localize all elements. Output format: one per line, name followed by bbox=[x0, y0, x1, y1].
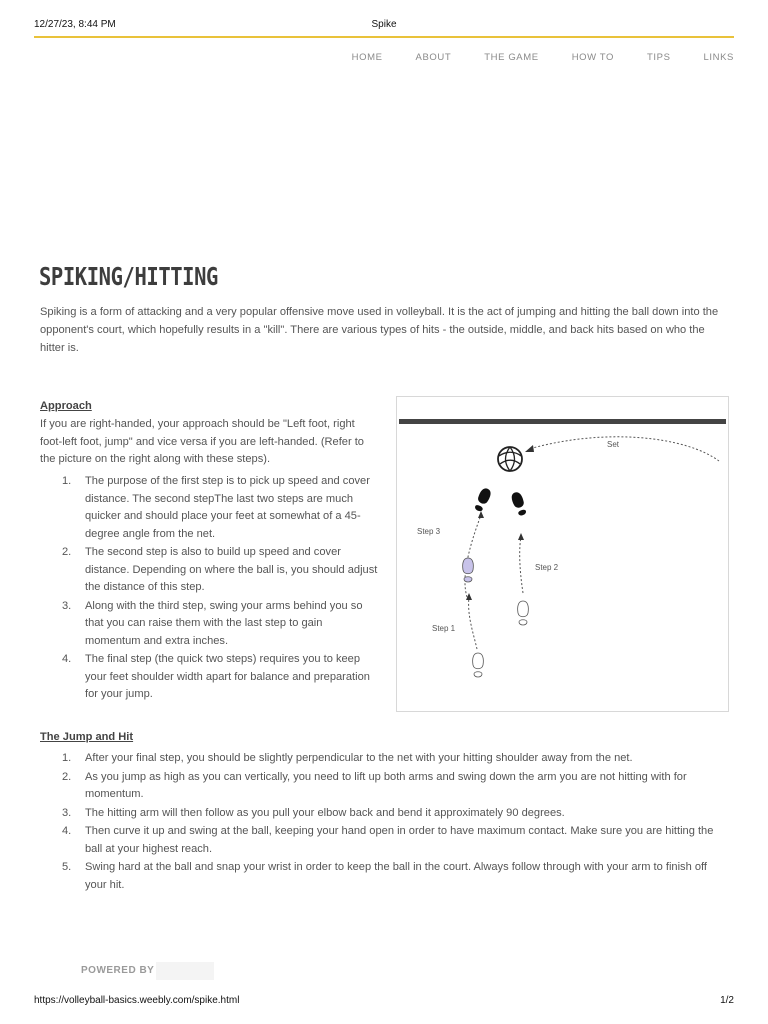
set-arrowhead bbox=[525, 445, 534, 452]
jump-step-text: As you jump as high as you can vertically, you need to lift up both arms and swing down the arm you are not hitting with for momentum. bbox=[85, 770, 687, 800]
jump-step: 3. The hitting arm will then follow as you pull your elbow back and bend it approximately 90 degrees. bbox=[62, 806, 565, 819]
header-accent-bar bbox=[34, 36, 734, 38]
approach-step-text: The second step is also to build up speed and cover distance. Depending on where the ball is, you should adjust the distance of this step. bbox=[85, 546, 378, 593]
jump-hit-steps bbox=[40, 750, 730, 895]
nav-home[interactable]: HOME bbox=[351, 52, 383, 63]
main-nav bbox=[319, 52, 734, 63]
step3-label: Step 3 bbox=[417, 527, 441, 536]
step3-arrowhead bbox=[478, 511, 484, 518]
step1-foot-icon bbox=[473, 653, 484, 677]
jump-step: 4. Then curve it up and swing at the ball, keeping your hand open in order to have maximum contact. Make sure you are hitting the ball at your highest reach. bbox=[62, 825, 714, 855]
nav-how-to[interactable]: HOW TO bbox=[571, 52, 615, 63]
approach-text: If you are right-handed, your approach should be "Left foot, right foot-left foot, jump" and vice versa if you are left-handed. (Refer to the picture on the right along with these steps). bbox=[40, 418, 364, 465]
print-footer bbox=[34, 995, 734, 1009]
step1-label: Step 1 bbox=[432, 624, 456, 633]
print-page-title: Spike bbox=[371, 19, 397, 30]
final-left-foot-icon bbox=[473, 487, 493, 513]
volleyball-icon bbox=[498, 447, 522, 471]
approach-heading: Approach bbox=[40, 400, 92, 412]
approach-step: 3. Along with the third step, swing your arms behind you so that you can raise them with the last step to gain momentum and extra inches. bbox=[62, 599, 363, 647]
nav-tips[interactable]: TIPS bbox=[647, 52, 671, 63]
step2-path bbox=[520, 537, 523, 593]
footwork-svg bbox=[397, 397, 728, 711]
step2-label: Step 2 bbox=[535, 563, 559, 572]
nav-links[interactable]: LINKS bbox=[703, 52, 734, 63]
print-url: https://volleyball-basics.weebly.com/spike.html bbox=[34, 995, 240, 1006]
jump-hit-heading: The Jump and Hit bbox=[40, 731, 134, 743]
approach-step: 4. The final step (the quick two steps) requires you to keep your feet shoulder width apart for balance and preparation for your jump. bbox=[62, 653, 370, 700]
approach-step: 2. The second step is also to build up speed and cover distance. Depending on where the ball is, you should adjust the distance of this step. bbox=[62, 546, 378, 593]
jump-step: 5. Swing hard at the ball and snap your wrist in order to keep the ball in the court. Always follow through with your arm to finish off your hit. bbox=[62, 861, 707, 891]
jump-step: 2. As you jump as high as you can vertically, you need to lift up both arms and swing down the arm you are not hitting with for momentum. bbox=[62, 770, 687, 800]
net-line bbox=[399, 419, 726, 424]
jump-step-text: The hitting arm will then follow as you pull your elbow back and bend it approximately 90 degrees. bbox=[85, 806, 565, 819]
jump-step: 1. After your final step, you should be slightly perpendicular to the net with your hitting shoulder away from the net. bbox=[62, 752, 633, 764]
intro-paragraph: Spiking is a form of attacking and a very popular offensive move used in volleyball. It is the act of jumping and hitting the ball down into the opponent's court, which hopefully results in a "kill". There are various types of hits - the outside, middle, and back hits based on who the hitter is. bbox=[40, 306, 719, 354]
approach-step-text: Along with the third step, swing your arms behind you so that you can raise them with the last step to gain momentum and extra inches. bbox=[85, 599, 363, 647]
jump-step-text: Swing hard at the ball and snap your wrist in order to keep the ball in the court. Always follow through with your arm to finish off your hit. bbox=[85, 861, 707, 891]
nav-about[interactable]: ABOUT bbox=[415, 52, 452, 63]
set-trajectory bbox=[529, 437, 719, 461]
approach-step-text: The purpose of the first step is to pick up speed and cover distance. The second stepThe last two steps are much quicker and should place your feet at somewhat of a 45-degree angle from the net. bbox=[85, 475, 370, 540]
nav-the-game[interactable]: THE GAME bbox=[484, 52, 539, 63]
powered-by-logo[interactable] bbox=[156, 962, 214, 980]
approach-step: 1. The purpose of the first step is to pick up speed and cover distance. The second stepThe last two steps are much quicker and should place your feet at somewhat of a 45-degree angle from the net. bbox=[62, 475, 370, 540]
step2-arrowhead bbox=[518, 533, 524, 540]
set-label: Set bbox=[607, 440, 620, 449]
step1-path bbox=[469, 597, 477, 649]
print-page-number: 1/2 bbox=[720, 995, 734, 1006]
approach-footwork-diagram bbox=[396, 396, 729, 712]
print-header bbox=[34, 19, 734, 33]
page-title: SPIKING/HITTING bbox=[39, 262, 218, 291]
jump-step-text: After your final step, you should be slightly perpendicular to the net with your hitting shoulder away from the net. bbox=[85, 752, 633, 764]
approach-steps bbox=[40, 473, 380, 705]
approach-step-text: The final step (the quick two steps) requires you to keep your feet shoulder width apart for balance and preparation for your jump. bbox=[85, 653, 370, 700]
jump-step-text: Then curve it up and swing at the ball, keeping your hand open in order to have maximum contact. Make sure you are hitting the ball at your highest reach. bbox=[85, 825, 714, 855]
powered-by-label[interactable]: POWERED BY bbox=[81, 965, 155, 976]
print-datetime: 12/27/23, 8:44 PM bbox=[34, 19, 116, 30]
step2-foot-icon bbox=[518, 601, 529, 625]
step3-foot-icon bbox=[463, 558, 474, 582]
final-right-foot-icon bbox=[510, 491, 528, 517]
step3-path bbox=[465, 515, 481, 597]
